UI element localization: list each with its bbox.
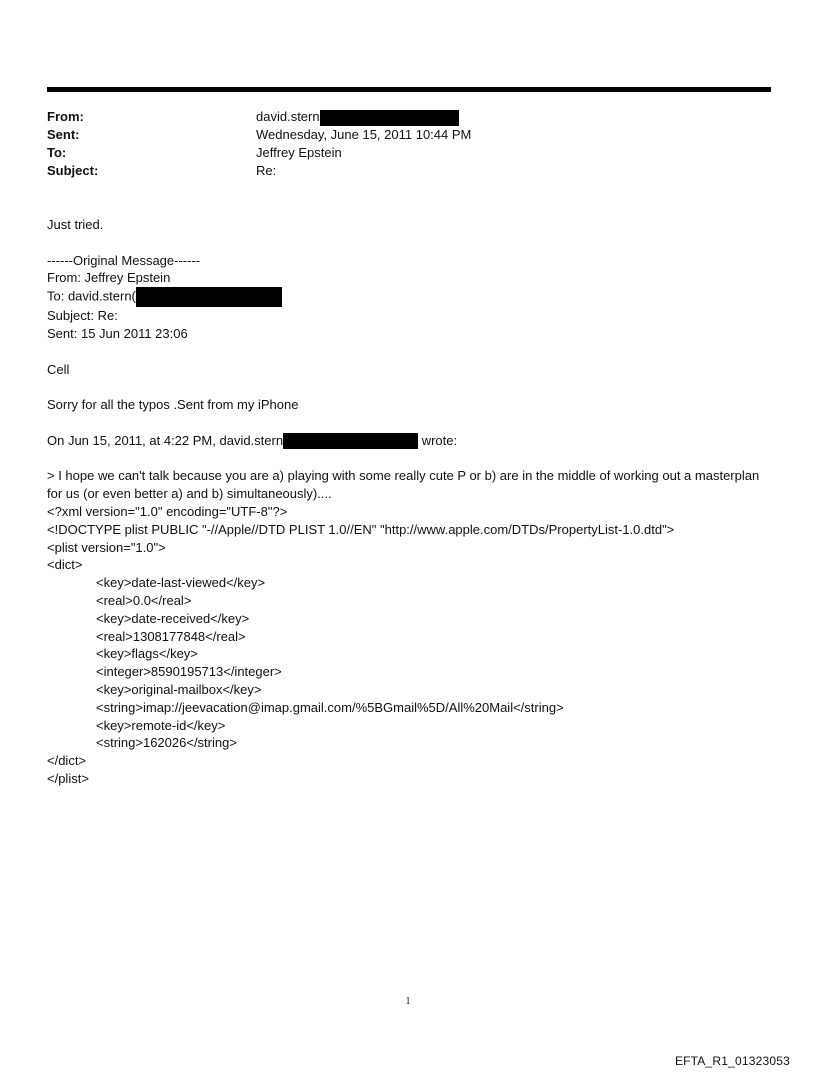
orig-from: From: Jeffrey Epstein [47,270,171,286]
on-wrote-line [47,432,767,450]
to-label: To: [47,145,67,160]
dict-line: <key>date-last-viewed</key> [96,575,266,591]
plist-open: <plist version="1.0"> [47,539,166,555]
redaction-box [136,287,282,307]
original-message-divider: ------Original Message------ [47,252,201,268]
dict-line: <key>original-mailbox</key> [96,681,262,697]
on-wrote-prefix: On Jun 15, 2011, at 4:22 PM, david.stern [47,432,284,448]
sent-value: Wednesday, June 15, 2011 10:44 PM [256,127,472,142]
reply-text: Just tried. [47,217,104,232]
dict-line: <string>imap://jeevacation@imap.gmail.com/%5BGmail%5D/All%20Mail</string> [96,699,564,715]
signature-line: Sorry for all the typos .Sent from my iPhone [47,397,299,413]
redaction-box [320,110,459,126]
orig-to [47,287,767,307]
document-id: EFTA_R1_01323053 [674,1054,790,1068]
on-wrote-suffix: wrote: [421,432,458,448]
quoted-text: > I hope we can't talk because you are a) playing with some really cute P or b) are in the middle of working out a masterplan for us (or even better a) and b) simultaneously).... [47,468,760,502]
doctype-line: <!DOCTYPE plist PUBLIC "-//Apple//DTD PLIST 1.0//EN" "http://www.apple.com/DTDs/PropertyList-1.0.dtd"> [47,521,675,537]
dict-line: <real>1308177848</real> [96,628,246,644]
dict-line: <key>date-received</key> [96,610,250,626]
from-label: From: [47,109,84,124]
header-rule [47,87,771,92]
dict-line: <key>remote-id</key> [96,717,226,733]
dict-close: </dict> [47,753,87,769]
dict-line: <string>162026</string> [96,735,237,751]
redaction-box [283,433,418,449]
dict-line: <real>0.0</real> [96,592,192,608]
page-number: 1 [405,996,411,1007]
cell-text: Cell [47,361,70,377]
subject-value: Re: [256,163,277,178]
dict-line: <key>flags</key> [96,646,198,662]
to-value: Jeffrey Epstein [256,145,342,160]
email-body [47,216,767,788]
plist-close: </plist> [47,770,89,786]
orig-to-text: To: david.stern( [47,288,136,304]
sent-label: Sent: [47,127,80,142]
orig-subject: Subject: Re: [47,308,118,324]
xml-declaration: <?xml version="1.0" encoding="UTF-8"?> [47,503,288,519]
from-value [256,108,459,126]
from-address: david.stern [256,109,320,124]
dict-line: <integer>8590195713</integer> [96,664,282,680]
orig-sent: Sent: 15 Jun 2011 23:06 [47,325,188,341]
dict-open: <dict> [47,557,83,573]
subject-label: Subject: [47,163,99,178]
